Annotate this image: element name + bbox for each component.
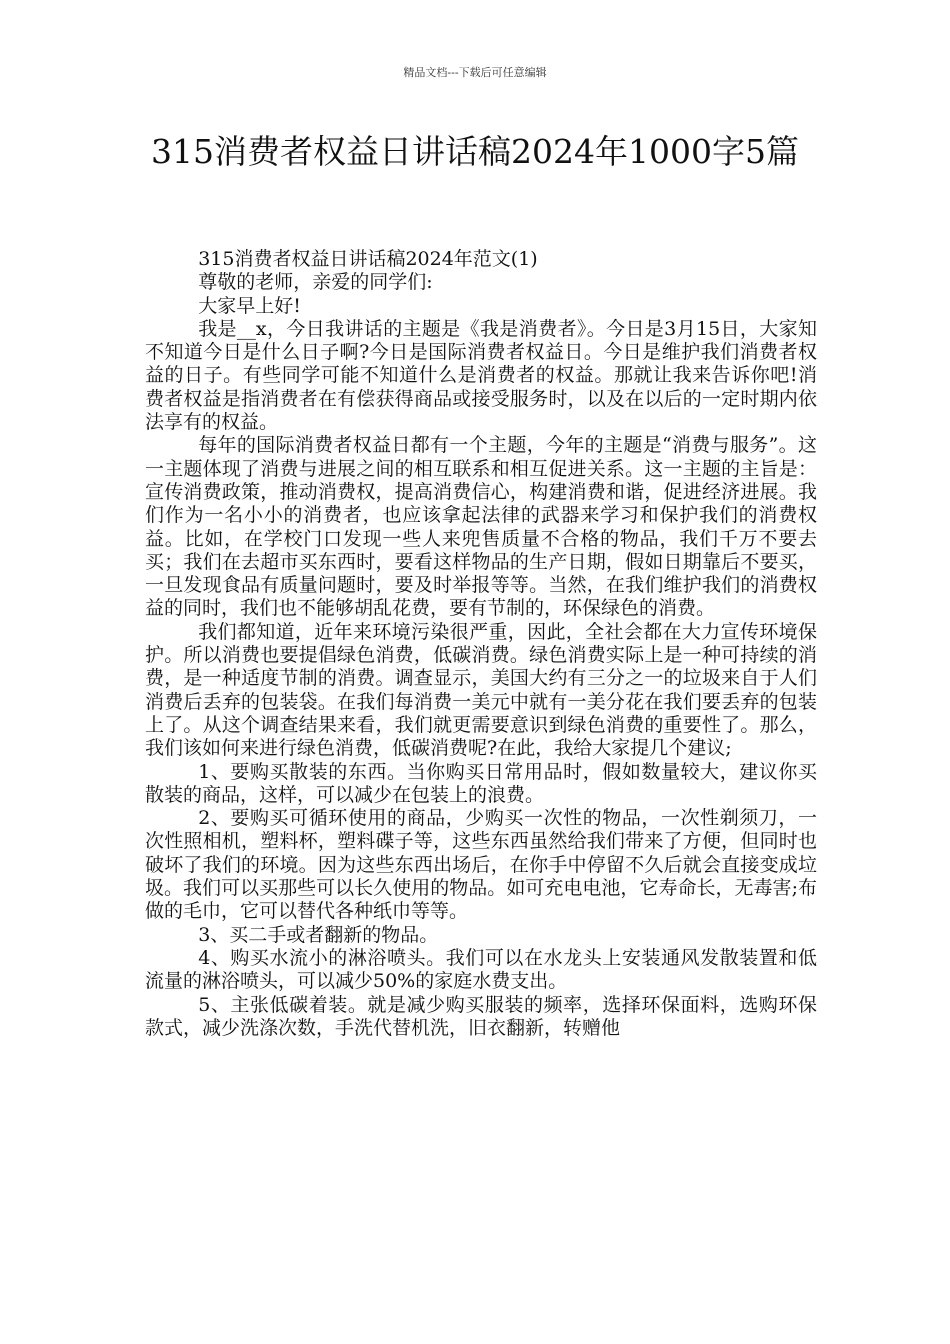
suggestion-item: 3、买二手或者翻新的物品。: [198, 923, 439, 946]
salutation: 尊敬的老师，亲爱的同学们:: [198, 271, 433, 294]
suggestion-item: 1、要购买散装的东西。当你购买日常用品时，假如数量较大，建议你买散装的商品，这样，可以减少在包装上的浪费。: [145, 760, 817, 806]
page-header-note: 精品文档---下载后可任意编辑: [403, 66, 547, 79]
greeting: 大家早上好!: [198, 294, 301, 317]
document-body: [145, 248, 817, 1040]
suggestion-item: 4、购买水流小的淋浴喷头。我们可以在水龙头上安装通风发散装置和低流量的淋浴喷头，可以减少50%的家庭水费支出。: [145, 946, 817, 993]
body-paragraph: 我是__x，今日我讲话的主题是《我是消费者》。今日是3月15日，大家知不知道今日是什么日子啊?今日是国际消费者权益日。今日是维护我们消费者权益的日子。有些同学可能不知道什么是消费者的权益。那就让我来告诉你吧!消费者权益是指消费者在有偿获得商品或接受服务时，以及在以后的一定时期内依法享有的权益。: [145, 317, 817, 434]
section-heading: 315消费者权益日讲话稿2024年范文(1): [198, 248, 538, 270]
body-paragraph: 每年的国际消费者权益日都有一个主题，今年的主题是“消费与服务”。这一主题体现了消费与进展之间的相互联系和相互促进关系。这一主题的主旨是：宣传消费政策，推动消费权，提高消费信心，构建消费和谐，促进经济进展。我们作为一名小小的消费者，也应该拿起法律的武器来学习和保护我们的消费权益。比如，在学校门口发现一些人来兜售质量不合格的物品，我们千万不要去买；我们在去超市买东西时，要看这样物品的生产日期，假如日期靠后不要买，一旦发现食品有质量问题时，要及时举报等等。当然，在我们维护我们的消费权益的同时，我们也不能够胡乱花费，要有节制的，环保绿色的消费。: [145, 434, 817, 620]
document-title: 315消费者权益日讲话稿2024年1000字5篇: [151, 132, 799, 171]
suggestion-item: 5、主张低碳着装。就是减少购买服装的频率，选择环保面料，选购环保款式，减少洗涤次数，手洗代替机洗，旧衣翻新，转赠他: [145, 993, 817, 1039]
body-paragraph: 我们都知道，近年来环境污染很严重，因此，全社会都在大力宣传环境保护。所以消费也要提倡绿色消费，低碳消费。绿色消费实际上是一种可持续的消费，是一种适度节制的消费。调查显示，美国大约有三分之一的垃圾来自于人们消费后丢弃的包装袋。在我们每消费一美元中就有一美分花在我们要丢弃的包装上了。从这个调查结果来看，我们就更需要意识到绿色消费的重要性了。那么，我们该如何来进行绿色消费，低碳消费呢?在此，我给大家提几个建议;: [145, 620, 817, 760]
suggestion-item: 2、要购买可循环使用的商品，少购买一次性的物品，一次性剃须刀，一次性照相机，塑料杯，塑料碟子等，这些东西虽然给我们带来了方便，但同时也破坏了我们的环境。因为这些东西出场后，在你手中停留不久后就会直接变成垃圾。我们可以买那些可以长久使用的物品。如可充电电池，它寿命长，无毒害;布做的毛巾，它可以替代各种纸巾等等。: [145, 807, 817, 923]
